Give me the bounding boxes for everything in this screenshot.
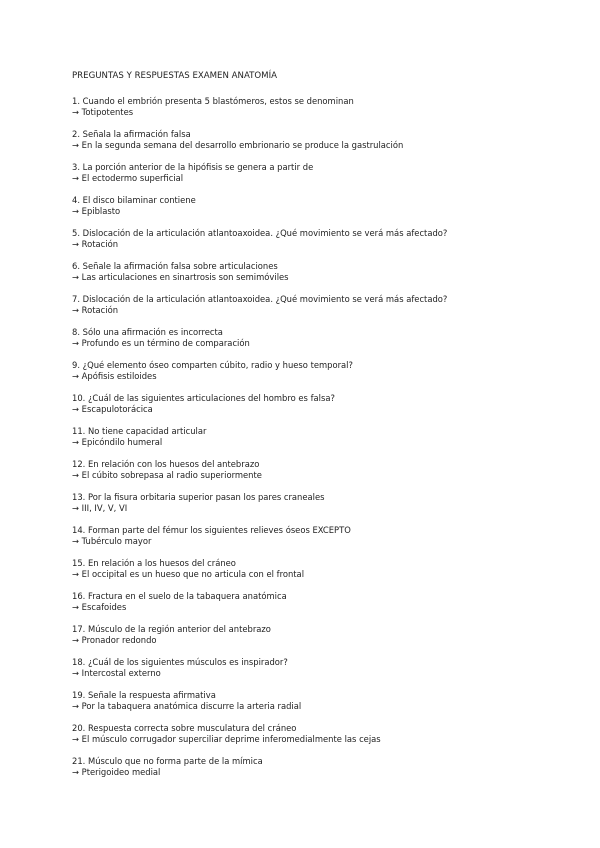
answer-text: → Rotación — [72, 239, 119, 249]
question-item-9 — [72, 360, 542, 382]
question-text: 10. ¿Cuál de las siguientes articulaciones del hombro es falsa? — [72, 393, 335, 403]
question-item-15 — [72, 558, 542, 580]
question-item-12 — [72, 459, 542, 481]
question-text: 2. Señala la afirmación falsa — [72, 129, 191, 139]
question-text: 5. Dislocación de la articulación atlantoaxoidea. ¿Qué movimiento se verá más afectado? — [72, 228, 448, 238]
answer-text: → En la segunda semana del desarrollo embrionario se produce la gastrulación — [72, 140, 404, 150]
question-text: 13. Por la fisura orbitaria superior pasan los pares craneales — [72, 492, 325, 502]
answer-text: → Epicóndilo humeral — [72, 437, 163, 447]
question-item-19 — [72, 690, 542, 712]
answer-text: → Pronador redondo — [72, 635, 157, 645]
answer-text: → Las articulaciones en sinartrosis son semimóviles — [72, 272, 289, 282]
question-text: 8. Sólo una afirmación es incorrecta — [72, 327, 223, 337]
answer-text: → Tubérculo mayor — [72, 536, 152, 546]
answer-text: → Totipotentes — [72, 107, 134, 117]
question-item-16 — [72, 591, 542, 613]
answer-text: → El occipital es un hueso que no articula con el frontal — [72, 569, 305, 579]
answer-text: → Escafoides — [72, 602, 127, 612]
question-item-21 — [72, 756, 542, 778]
question-text: 14. Forman parte del fémur los siguientes relieves óseos EXCEPTO — [72, 525, 351, 535]
question-item-17 — [72, 624, 542, 646]
answer-text: → El cúbito sobrepasa al radio superiormente — [72, 470, 262, 480]
question-text: 3. La porción anterior de la hipófisis se genera a partir de — [72, 162, 314, 172]
question-item-11 — [72, 426, 542, 448]
question-text: 12. En relación con los huesos del antebrazo — [72, 459, 260, 469]
question-text: 16. Fractura en el suelo de la tabaquera anatómica — [72, 591, 287, 601]
question-text: 4. El disco bilaminar contiene — [72, 195, 196, 205]
answer-text: → Intercostal externo — [72, 668, 161, 678]
question-item-5 — [72, 228, 542, 250]
question-text: 11. No tiene capacidad articular — [72, 426, 207, 436]
question-item-7 — [72, 294, 542, 316]
answer-text: → El músculo corrugador superciliar deprime inferomedialmente las cejas — [72, 734, 381, 744]
answer-text: → Rotación — [72, 305, 119, 315]
answer-text: → El ectodermo superficial — [72, 173, 184, 183]
question-item-3 — [72, 162, 542, 184]
question-list — [72, 96, 542, 778]
answer-text: → Apófisis estiloides — [72, 371, 157, 381]
question-item-18 — [72, 657, 542, 679]
document-page — [72, 71, 542, 789]
question-text: 7. Dislocación de la articulación atlantoaxoidea. ¿Qué movimiento se verá más afectado? — [72, 294, 448, 304]
answer-text: → III, IV, V, VI — [72, 503, 128, 513]
question-text: 15. En relación a los huesos del cráneo — [72, 558, 236, 568]
answer-text: → Epiblasto — [72, 206, 121, 216]
question-item-6 — [72, 261, 542, 283]
answer-text: → Pterigoideo medial — [72, 767, 161, 777]
answer-text: → Escapulotorácica — [72, 404, 153, 414]
question-item-8 — [72, 327, 542, 349]
question-text: 20. Respuesta correcta sobre musculatura del cráneo — [72, 723, 297, 733]
question-text: 18. ¿Cuál de los siguientes músculos es inspirador? — [72, 657, 288, 667]
question-item-1 — [72, 96, 542, 118]
question-item-13 — [72, 492, 542, 514]
question-text: 21. Músculo que no forma parte de la mímica — [72, 756, 263, 766]
question-item-2 — [72, 129, 542, 151]
question-text: 19. Señale la respuesta afirmativa — [72, 690, 216, 700]
question-text: 6. Señale la afirmación falsa sobre articulaciones — [72, 261, 278, 271]
question-text: 1. Cuando el embrión presenta 5 blastómeros, estos se denominan — [72, 96, 354, 106]
question-item-4 — [72, 195, 542, 217]
question-item-20 — [72, 723, 542, 745]
answer-text: → Por la tabaquera anatómica discurre la arteria radial — [72, 701, 302, 711]
document-title: PREGUNTAS Y RESPUESTAS EXAMEN ANATOMÍA — [72, 71, 278, 81]
question-text: 9. ¿Qué elemento óseo comparten cúbito, radio y hueso temporal? — [72, 360, 353, 370]
question-item-10 — [72, 393, 542, 415]
question-text: 17. Músculo de la región anterior del antebrazo — [72, 624, 271, 634]
question-item-14 — [72, 525, 542, 547]
answer-text: → Profundo es un término de comparación — [72, 338, 250, 348]
